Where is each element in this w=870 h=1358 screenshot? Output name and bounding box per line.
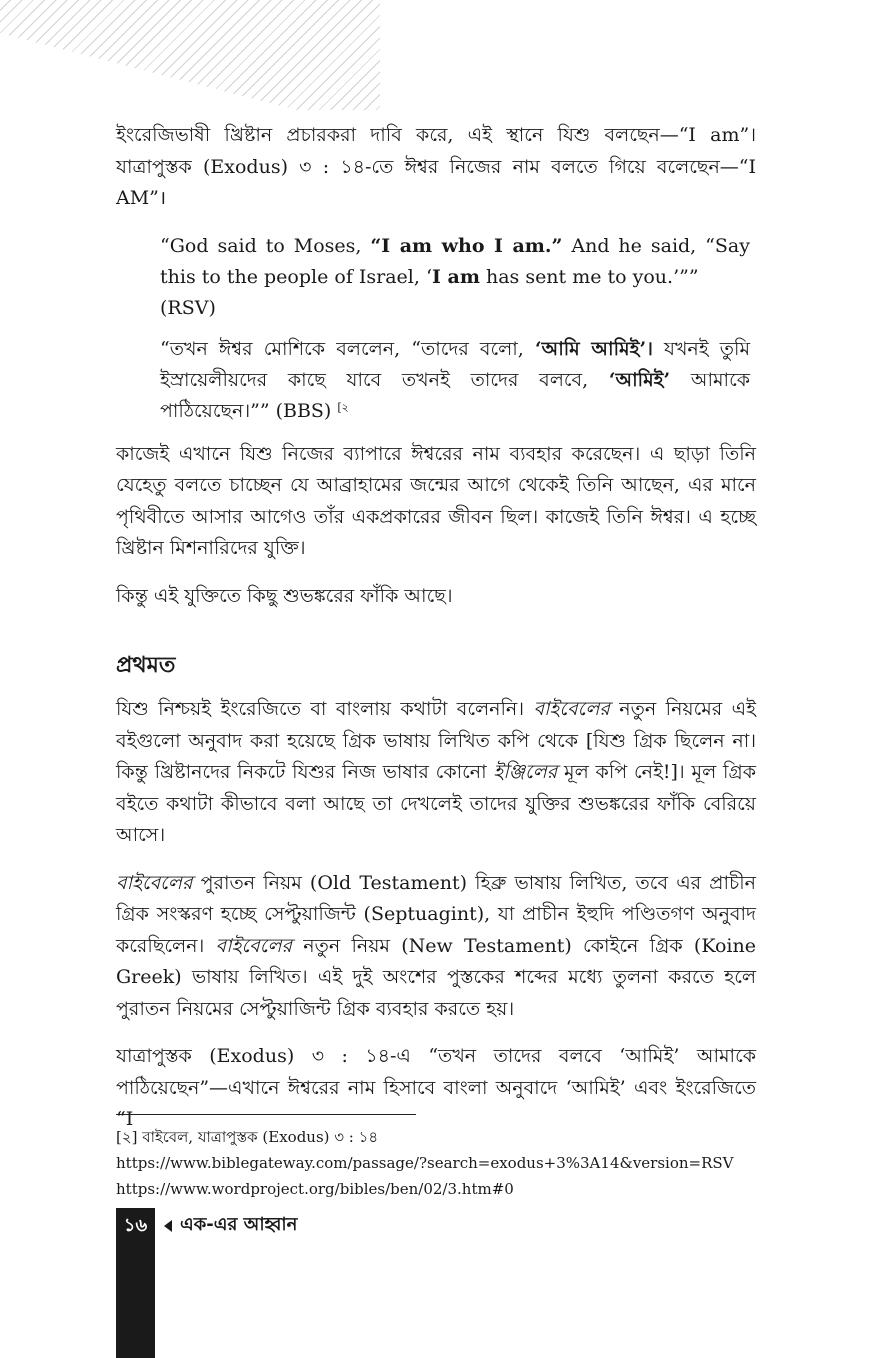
- triangle-left-icon: [164, 1220, 172, 1232]
- s1p2-italic-2: বাইবেলের: [215, 934, 292, 957]
- s1p1-italic-1: বাইবেলের: [533, 698, 610, 720]
- s1p2-text-b: নতুন নিয়ম (New Testament) কোইনে গ্রিক (Koine Greek) ভাষায় লিখিত। এই দুই অংশের পুস্তকের শব্দের মধ্যে তুলনা করতে হলে পুরাতন নিয়মের সেপ্টুয়াজিন্ট গ্রিক ব্যবহার করতে হয়।: [116, 934, 756, 1020]
- section-paragraph-2: [116, 868, 756, 1026]
- quote-en-bold-2: I am: [432, 265, 480, 288]
- s1p1-text-a: যিশু নিশ্চয়ই ইংরেজিতে বা বাংলায় কথাটা বলেননি।: [116, 698, 534, 720]
- page-body: [116, 120, 756, 1136]
- footnote-citation: [২] বাইবেল, যাত্রাপুস্তক (Exodus) ৩ : ১৪: [116, 1128, 379, 1146]
- quote-en-text-3: has sent me to you.’””: [479, 265, 699, 288]
- quote-bn-bold-2: ‘আমিই’: [608, 368, 671, 391]
- quote-en-text-1: “God said to Moses,: [160, 234, 371, 257]
- quote-bn-text-1: “তখন ঈশ্বর মোশিকে বললেন, “তাদের বলো,: [160, 337, 535, 360]
- running-head: [164, 1210, 297, 1241]
- s1p1-text-c: মূল কপি নেই!]। মূল গ্রিক বইতে কথাটা কীভাবে বলা আছে তা দেখলেই তাদের যুক্তির শুভঙ্করের ফাঁকি বেরিয়ে আসে।: [116, 761, 756, 846]
- running-head-title: এক-এর আহ্বান: [180, 1214, 298, 1235]
- section-paragraph-1: [116, 694, 756, 852]
- footnote-divider: [116, 1114, 416, 1115]
- s1p1-text-b: নতুন নিয়মের এই বইগুলো অনুবাদ করা হয়েছে গ্রিক ভাষায় লিখিত কপি থেকে [যিশু গ্রিক ছিলেন না। কিন্তু খ্রিষ্টানদের নিকটে যিশুর নিজ ভাষার কোনো: [116, 698, 756, 783]
- section-paragraph-3: যাত্রাপুস্তক (Exodus) ৩ : ১৪-এ “তখন তাদের বলবে ‘আমিই’ আমাকে পাঠিয়েছেন”—এখানে ঈশ্বরের নাম হিসাবে বাংলা অনুবাদে ‘আমিই’ এবং ইংরেজিতে “I: [116, 1045, 756, 1130]
- paragraph-explanation: কাজেই এখানে যিশু নিজের ব্যাপারে ঈশ্বরের নাম ব্যবহার করেছেন। এ ছাড়া তিনি যেহেতু বলতে চাচ্ছেন যে আব্রাহামের জন্মের আগে থেকেই তিনি আছেন, এর মানে পৃথিবীতে আসার আগেও তাঁর একপ্রকারের জীবন ছিল। কাজেই তিনি ঈশ্বর। এ হচ্ছে খ্রিষ্টান মিশনারিদের যুক্তি।: [116, 442, 756, 559]
- section-heading: প্রথমত: [116, 653, 176, 678]
- s1p1-italic-2: ইঞ্জিলের: [493, 761, 558, 783]
- quote-en-text-2: And he said, “Say this to the people of Israel, ‘: [160, 234, 750, 288]
- quote-bn-text-2: যখনই তুমি ইস্রায়েলীয়দের কাছে যাবে তখনই তাদের বলবে,: [160, 337, 751, 391]
- quote-bn-bold-1: ‘আমি আমিই’।: [534, 337, 653, 360]
- footnote-link-wordproject[interactable]: https://www.wordproject.org/bibles/ben/02/3.htm#0: [116, 1180, 514, 1198]
- footnotes: [116, 1124, 796, 1202]
- quote-bengali: [160, 334, 750, 427]
- corner-hatch-decoration: [0, 0, 380, 110]
- s1p2-text-a: পুরাতন নিয়ম (Old Testament) হিব্রু ভাষায় লিখিত, তবে এর প্রাচীন গ্রিক সংস্করণ হচ্ছে সেপ্টুয়াজিন্ট (Septuagint), যা প্রাচীন ইহুদি পণ্ডিতগণ অনুবাদ করেছিলেন।: [116, 871, 756, 957]
- page-number: ১৬: [123, 1214, 148, 1236]
- quote-en-bold-1: “I am who I am.”: [370, 234, 563, 257]
- quote-english: [160, 231, 750, 324]
- s1p2-italic-1: বাইবেলের: [116, 871, 193, 894]
- quote-bn-text-3: আমাকে পাঠিয়েছেন।”” (BBS): [160, 368, 750, 422]
- quote-en-source: (RSV): [160, 296, 216, 319]
- footnote-link-biblegateway[interactable]: https://www.biblegateway.com/passage/?search=exodus+3%3A14&version=RSV: [116, 1154, 734, 1172]
- footnote-reference[interactable]: [২: [337, 400, 349, 414]
- paragraph-flaw: কিন্তু এই যুক্তিতে কিছু শুভঙ্করের ফাঁকি আছে।: [116, 584, 453, 607]
- intro-paragraph: ইংরেজিভাষী খ্রিষ্টান প্রচারকরা দাবি করে, এই স্থানে যিশু বলছেন—“I am”। যাত্রাপুস্তক (Exodus) ৩ : ১৪-তে ঈশ্বর নিজের নাম বলতে গিয়ে বলেছেন—“I AM”।: [116, 124, 756, 209]
